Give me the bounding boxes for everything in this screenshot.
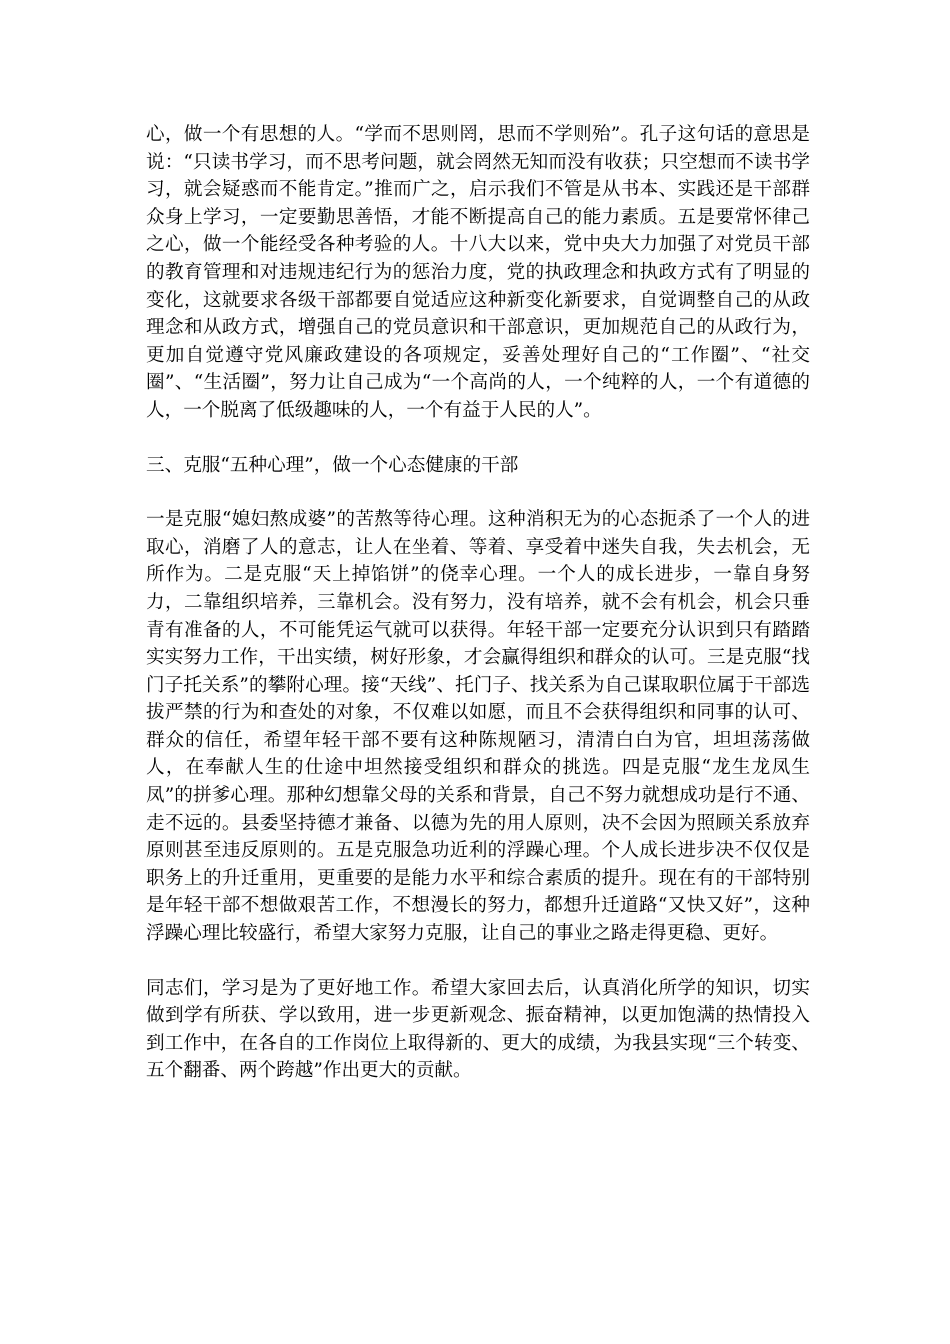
body-paragraph-1: 心，做一个有思想的人。“学而不思则罔，思而不学则殆”。孔子这句话的意思是说：“只读书学习，而不思考问题，就会罔然无知而没有收获；只空想而不读书学习，就会疑惑而不能肯定。”推而广之，启示我们不管是从书本、实践还是干部群众身上学习，一定要勤思善悟，才能不断提高自己的能力素质。五是要常怀律己之心，做一个能经受各种考验的人。十八大以来，党中央大力加强了对党员干部的教育管理和对违规违纪行为的惩治力度，党的执政理念和执政方式有了明显的变化，这就要求各级干部都要自觉适应这种新变化新要求，自觉调整自己的从政理念和从政方式，增强自己的党员意识和干部意识，更加规范自己的从政行为，更加自觉遵守党风廉政建设的各项规定，妥善处理好自己的“工作圈”、“社交圈”、“生活圈”，努力让自己成为“一个高尚的人，一个纯粹的人，一个有道德的人，一个脱离了低级趣味的人，一个有益于人民的人”。 <box>146 124 810 421</box>
document-page <box>146 121 810 1112</box>
body-paragraph-3: 同志们，学习是为了更好地工作。希望大家回去后，认真消化所学的知识，切实做到学有所获、学以致用，进一步更新观念、振奋精神，以更加饱满的热情投入到工作中，在各自的工作岗位上取得新的、更大的成绩，为我县实现“三个转变、五个翻番、两个跨越”作出更大的贡献。 <box>146 977 810 1082</box>
section-heading: 三、克服“五种心理”，做一个心态健康的干部 <box>146 454 519 476</box>
body-paragraph-2: 一是克服“媳妇熬成婆”的苦熬等待心理。这种消积无为的心态扼杀了一个人的进取心，消磨了人的意志，让人在坐着、等着、享受着中迷失自我，失去机会，无所作为。二是克服“天上掉馅饼”的侥幸心理。一个人的成长进步，一靠自身努力，二靠组织培养，三靠机会。没有努力，没有培养，就不会有机会，机会只垂青有准备的人，不可能凭运气就可以获得。年轻干部一定要充分认识到只有踏踏实实努力工作，干出实绩，树好形象，才会赢得组织和群众的认可。三是克服“找门子托关系”的攀附心理。接“天线”、托门子、找关系为自己谋取职位属于干部选拔严禁的行为和查处的对象，不仅难以如愿，而且不会获得组织和同事的认可、群众的信任，希望年轻干部不要有这种陈规陋习，清清白白为官，坦坦荡荡做人，在奉献人生的仕途中坦然接受组织和群众的挑选。四是克服“龙生龙凤生凤”的拼爹心理。那种幻想靠父母的关系和背景，自己不努力就想成功是行不通、走不远的。县委坚持德才兼备、以德为先的用人原则，决不会因为照顾关系放弃原则甚至违反原则的。五是克服急功近利的浮躁心理。个人成长进步决不仅仅是职务上的升迁重用，更重要的是能力水平和综合素质的提升。现在有的干部特别是年轻干部不想做艰苦工作，不想漫长的努力，都想升迁道路“又快又好”，这种浮躁心理比较盛行，希望大家努力克服，让自己的事业之路走得更稳、更好。 <box>146 509 810 945</box>
